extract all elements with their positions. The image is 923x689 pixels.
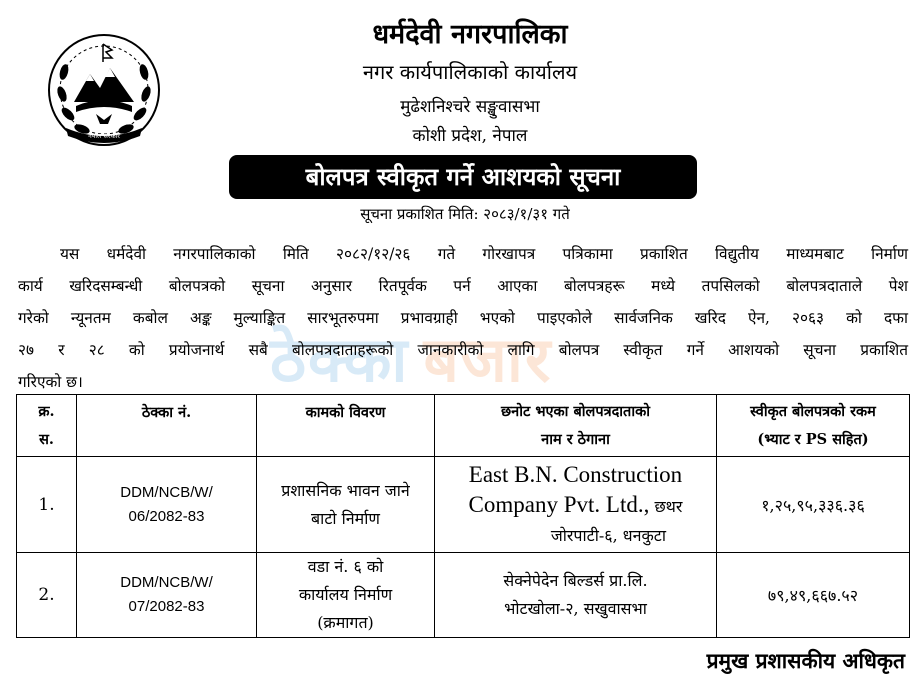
body-line-5: गरिएको छ। (18, 373, 83, 391)
work-desc-line1: वडा नं. ६ को (307, 557, 384, 576)
header-work-desc: कामको विवरण (257, 395, 435, 457)
emblem-ribbon-text: नेपाल सरकार (88, 132, 120, 140)
row-bidder (435, 457, 717, 553)
watermark-part1: ठेक्का (270, 323, 410, 396)
bidder-line1: East B.N. Construction (468, 461, 683, 487)
header-amount (717, 395, 910, 457)
watermark-part2: बजार (423, 323, 553, 396)
contract-no-line2: 06/2082-83 (128, 507, 205, 525)
notice-body (18, 238, 908, 398)
work-desc-line2: कार्यालय निर्माण (298, 585, 393, 604)
row-amount: १,२५,९५,३३६.३६ (717, 457, 910, 553)
row-serial: 1. (17, 457, 77, 553)
row-work-desc (257, 553, 435, 638)
header-contract-no: ठेक्का नं. (77, 395, 257, 457)
work-desc-line3: (क्रमागत) (317, 613, 374, 632)
bidder-line2: भोटखोला-२, सखुवासभा (504, 599, 647, 618)
header-amount-line1: स्वीकृत बोलपत्रको रकम (750, 402, 876, 420)
body-line-2: कार्य खरिदसम्बन्धी बोलपत्रको सूचना अनुसार रितपूर्वक पर्न आएका बोलपत्रहरू मध्ये तपसिलको बोलपत्रदाताले पेश (18, 277, 908, 295)
row-serial: 2. (17, 553, 77, 638)
bidder-line2-en: Company Pvt. Ltd., (468, 491, 650, 517)
bid-table (16, 394, 910, 638)
row-contract-no (77, 553, 257, 638)
row-work-desc (257, 457, 435, 553)
office-address: मुढेशनिश्चरे सङ्खुवासभा (400, 97, 540, 117)
header-serial-line1: क्र. (38, 402, 55, 420)
header-bidder (435, 395, 717, 457)
bidder-line2 (437, 490, 714, 522)
header-serial (17, 395, 77, 457)
work-desc-line2: बाटो निर्माण (311, 508, 380, 528)
contract-no-line2: 07/2082-83 (128, 598, 205, 615)
header-amount-line2: (भ्याट र PS सहित) (757, 430, 869, 448)
notice-title: बोलपत्र स्वीकृत गर्ने आशयको सूचना (229, 155, 697, 199)
header-bidder-line2: नाम र ठेगाना (541, 430, 610, 448)
contract-no-line1: DDM/NCB/W/ (120, 483, 213, 501)
nepal-emblem-icon (46, 32, 162, 148)
table-row (17, 553, 910, 638)
header-bidder-line1: छनोट भएका बोलपत्रदाताको (501, 402, 650, 420)
bidder-line3: जोरपाटी-६, धनकुटा (550, 525, 666, 545)
body-line-4: २७ र २८ को प्रयोजनार्थ सबै बोलपत्रदाताहरूको जानकारीको लागि बोलपत्र स्वीकृत गर्ने आशयको सूचना प्रकाशित (18, 341, 908, 359)
work-desc-line1: प्रशासनिक भावन जाने (281, 480, 410, 500)
signatory-title: प्रमुख प्रशासकीय अधिकृत (706, 648, 905, 673)
organization-name: धर्मदेवी नगरपालिका (372, 19, 568, 50)
table-row (17, 457, 910, 553)
row-bidder (435, 553, 717, 638)
province-name: कोशी प्रदेश, नेपाल (412, 126, 528, 146)
table-header-row (17, 395, 910, 457)
bidder-line1: सेक्नेपेदेन बिल्डर्स प्रा.लि. (503, 571, 648, 590)
body-line-3: गरेको न्यूनतम कबोल अङ्क मुल्याङ्कित सारभूतरुपमा प्रभावग्राही भएको पाइएकोले सार्वजनिक खरिद ऐन, २०६३ को दफा (18, 309, 908, 327)
row-amount: ७९,४९,६६७.५२ (717, 553, 910, 638)
body-line-1: यस धर्मदेवी नगरपालिकाको मिति २०८२/१२/२६ गते गोरखापत्र पत्रिकामा प्रकाशित विद्युतीय माध्यमबाट निर्माण (60, 245, 908, 263)
row-contract-no (77, 457, 257, 553)
contract-no-line1: DDM/NCB/W/ (120, 574, 213, 591)
header-serial-line2: स. (39, 430, 54, 448)
published-date: सूचना प्रकाशित मिति: २०८३/१/३१ गते (360, 205, 570, 223)
office-name: नगर कार्यपालिकाको कार्यालय (362, 60, 578, 84)
bidder-line2-np: छथर (654, 496, 683, 516)
